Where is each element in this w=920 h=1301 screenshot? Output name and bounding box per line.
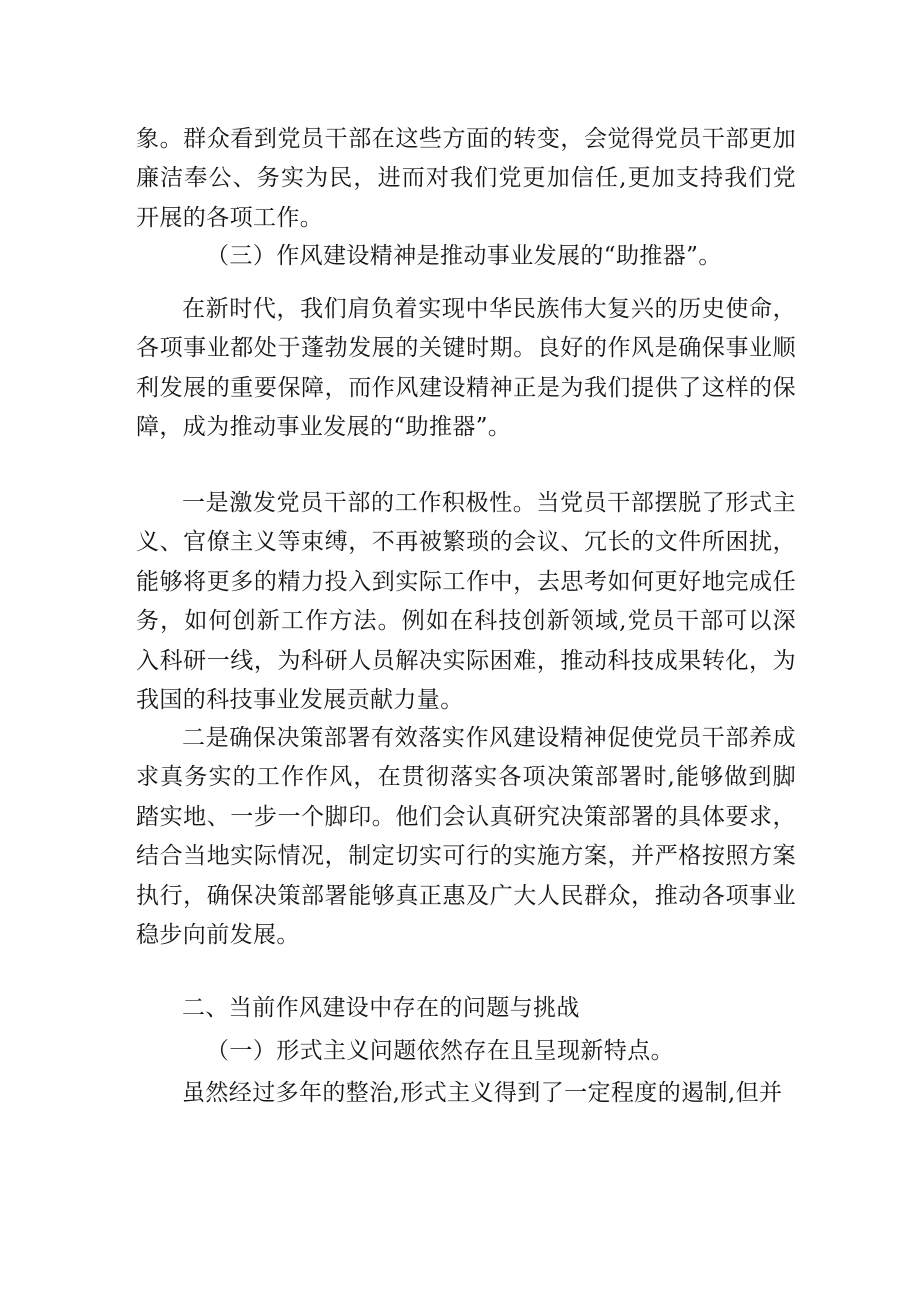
body-paragraph xyxy=(136,1074,796,1114)
body-paragraph xyxy=(136,290,796,448)
section-heading-3 xyxy=(136,237,796,276)
paragraph-text: 一是激发党员干部的工作积极性。当党员干部摆脱了形式主义、官僚主义等束缚，不再被繁琐的会议、冗长的文件所困扰，能够将更多的精力投入到实际工作中，去思考如何更好地完成任务，如何创新工作方法。例如在科技创新领域,党员干部可以深入科研一线，为科研人员解决实际困难，推动科技成果转化，为我国的科技事业发展贡献力量。 xyxy=(136,490,796,714)
heading-text: （一）形式主义问题依然存在且呈现新特点。 xyxy=(206,1038,674,1064)
body-paragraph xyxy=(136,484,796,720)
heading-text: （三）作风建设精神是推动事业发展的“助推器”。 xyxy=(206,243,722,269)
body-paragraph xyxy=(136,719,796,955)
section-heading-1 xyxy=(136,1032,796,1071)
section-heading-2 xyxy=(136,989,796,1028)
paragraph-text: 象。群众看到党员干部在这些方面的转变，会觉得党员干部更加廉洁奉公、务实为民，进而对我们党更加信任,更加支持我们党开展的各项工作。 xyxy=(136,126,796,231)
heading-text: 二、当前作风建设中存在的问题与挑战 xyxy=(182,995,580,1021)
paragraph-text: 二是确保决策部署有效落实作风建设精神促使党员干部养成求真务实的工作作风，在贯彻落实各项决策部署时,能够做到脚踏实地、一步一个脚印。他们会认真研究决策部署的具体要求，结合当地实际情况，制定切实可行的实施方案，并严格按照方案执行，确保决策部署能够真正惠及广大人民群众，推动各项事业稳步向前发展。 xyxy=(136,725,796,949)
body-paragraph-continuation xyxy=(136,120,796,238)
paragraph-text: 在新时代，我们肩负着实现中华民族伟大复兴的历史使命，各项事业都处于蓬勃发展的关键时期。良好的作风是确保事业顺利发展的重要保障，而作风建设精神正是为我们提供了这样的保障，成为推动事业发展的“助推器”。 xyxy=(136,296,796,441)
paragraph-text: 虽然经过多年的整治,形式主义得到了一定程度的遏制,但并 xyxy=(182,1080,783,1106)
